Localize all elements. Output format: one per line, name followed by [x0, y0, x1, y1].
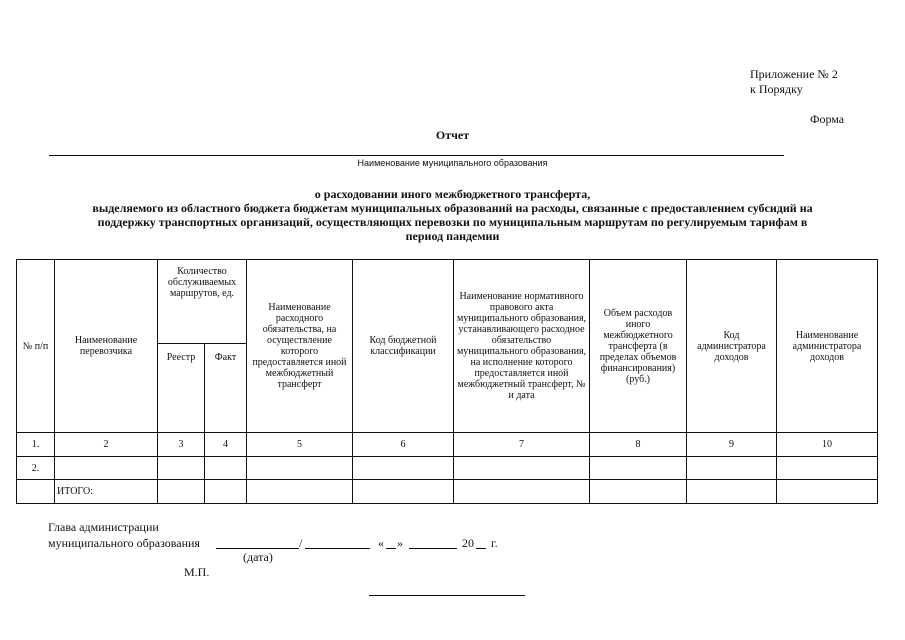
heading-line-2: выделяемого из областного бюджета бюджетам муниципальных образований на расходы, связанные с предоставлением субсидий на	[92, 201, 813, 215]
table-row-total	[17, 480, 878, 504]
year-suffix: г.	[491, 536, 498, 550]
header-registry: Реестр	[158, 344, 205, 433]
table-cell	[687, 480, 777, 504]
table-cell	[687, 457, 777, 480]
table-cell	[590, 457, 687, 480]
head-line-2: муниципального образования	[48, 536, 200, 550]
table-cell	[353, 457, 454, 480]
header-routes: Количество обслуживаемых маршрутов, ед.	[158, 260, 247, 344]
table-cell	[247, 480, 353, 504]
table-cell	[353, 480, 454, 504]
header-fact: Факт	[205, 344, 247, 433]
table-cell: 4	[205, 433, 247, 457]
table-cell	[205, 457, 247, 480]
quote-close: »	[397, 536, 403, 550]
order-label: к Порядку	[750, 82, 803, 96]
quote-open: «	[378, 536, 384, 550]
header-carrier: Наименование перевозчика	[55, 260, 158, 433]
signature-line	[216, 548, 299, 549]
header-admin-code: Код администратора доходов	[687, 260, 777, 433]
header-num: № п/п	[17, 260, 55, 433]
report-table	[16, 259, 878, 504]
table-row	[17, 433, 878, 457]
year-line	[476, 548, 486, 549]
stamp-label: М.П.	[184, 565, 210, 579]
bottom-line	[369, 595, 525, 596]
table-cell	[17, 480, 55, 504]
form-label: Форма	[810, 112, 845, 126]
municipality-line	[49, 155, 784, 156]
table-cell	[590, 480, 687, 504]
table-cell: 2.	[17, 457, 55, 480]
table-cell	[205, 480, 247, 504]
table-cell: 10	[777, 433, 878, 457]
table-cell	[777, 480, 878, 504]
table-cell: 3	[158, 433, 205, 457]
table-cell	[454, 480, 590, 504]
total-label: ИТОГО:	[55, 480, 158, 504]
appendix-label: Приложение № 2	[750, 67, 838, 81]
header-volume: Объем расходов иного межбюджетного трансферта (в пределах объемов финансирования) (руб.)	[590, 260, 687, 433]
header-budget-code: Код бюджетной классификации	[353, 260, 454, 433]
municipality-caption: Наименование муниципального образования	[357, 158, 548, 168]
table-cell: 6	[353, 433, 454, 457]
month-line	[409, 548, 457, 549]
table-cell	[158, 457, 205, 480]
table-cell: 5	[247, 433, 353, 457]
header-admin-name: Наименование администратора доходов	[777, 260, 878, 433]
table-cell: 8	[590, 433, 687, 457]
head-line-1: Глава администрации	[48, 520, 159, 534]
heading-line-3: поддержку транспортных организаций, осуществляющих перевозки по муниципальным маршрутам по регулируемым тарифам в	[97, 215, 808, 229]
table-cell: 9	[687, 433, 777, 457]
table-row	[17, 457, 878, 480]
year-prefix: 20	[462, 536, 474, 550]
heading-line-1: о расходовании иного межбюджетного трансферта,	[314, 187, 591, 201]
slash: /	[299, 536, 303, 550]
day-line	[386, 548, 396, 549]
table-cell: 7	[454, 433, 590, 457]
table-cell: 2	[55, 433, 158, 457]
table-cell: 1.	[17, 433, 55, 457]
table-cell	[777, 457, 878, 480]
report-title: Отчет	[435, 128, 470, 142]
table-cell	[55, 457, 158, 480]
heading-line-4: период пандемии	[405, 229, 500, 243]
name-line	[305, 548, 370, 549]
table-cell	[454, 457, 590, 480]
date-caption: (дата)	[243, 550, 273, 564]
table-cell	[158, 480, 205, 504]
header-legal-act: Наименование нормативного правового акта муниципального образования, устанавливающего расходное обязательство муниципального образования, на исполнение которого предоставляется иной межбюджетный трансферт, № и дата	[454, 260, 590, 433]
table-cell	[247, 457, 353, 480]
header-obligation: Наименование расходного обязательства, на осуществление которого предоставляется иной межбюджетный трансферт	[247, 260, 353, 433]
